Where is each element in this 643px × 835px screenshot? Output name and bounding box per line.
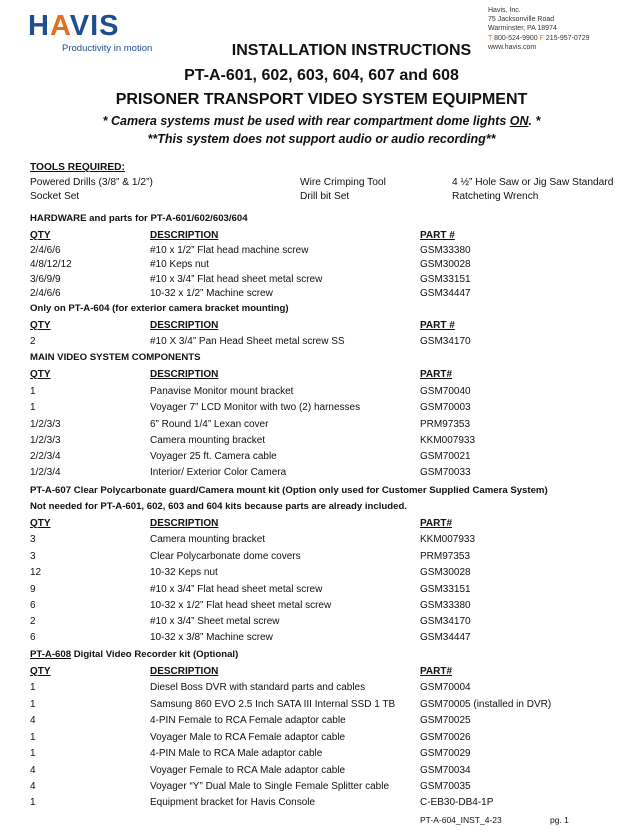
table-row: 2/2/3/4 Voyager 25 ft. Camera cable GSM70021	[30, 451, 471, 462]
table-row: 4 Voyager “Y” Dual Male to Single Female Splitter cable GSM70035	[30, 781, 471, 792]
tool-item: Powered Drills (3/8” & 1/2”)	[30, 177, 153, 188]
table-row: 1 Voyager 7” LCD Monitor with two (2) harnesses GSM70003	[30, 402, 471, 413]
tool-item: Wire Crimping Tool	[300, 177, 386, 188]
dome-light-note: * Camera systems must be used with rear compartment dome lights ON. *	[102, 114, 541, 128]
table-row: 1 Equipment bracket for Havis Console C-EB30-DB4-1P	[30, 797, 494, 808]
audio-note: **This system does not support audio or audio recording**	[147, 132, 496, 146]
street-address: 75 Jacksonville Road	[488, 16, 555, 24]
table-row: 1/2/3/3 6” Round 1/4” Lexan cover PRM97353	[30, 419, 471, 430]
company-name: Havis, Inc.	[488, 7, 521, 14]
table-row: 12 10-32 Keps nut GSM30028	[30, 567, 471, 578]
pta607-subheading: Not needed for PT-A-601, 602, 603 and 604 kits because parts are already included.	[30, 501, 407, 512]
tool-item: Socket Set	[30, 191, 80, 202]
pta608-heading: PT-A-608 Digital Video Recorder kit (Optional)	[30, 649, 239, 660]
system-title: PRISONER TRANSPORT VIDEO SYSTEM EQUIPMENT	[115, 91, 528, 108]
main-components-heading: MAIN VIDEO SYSTEM COMPONENTS	[30, 352, 201, 363]
table-row: 4 4-PIN Female to RCA Female adaptor cable GSM70025	[30, 715, 471, 726]
tool-item: 4 ½” Hole Saw or Jig Saw Standard	[452, 177, 614, 188]
table-header: QTY DESCRIPTION PART#	[30, 369, 453, 380]
table-row: 3/6/9/9 #10 x 3/4” Flat head sheet metal screw GSM33151	[30, 274, 471, 285]
table-header: QTY DESCRIPTION PART#	[30, 518, 453, 529]
logo-tagline: Productivity in motion	[62, 43, 153, 54]
hardware-heading: HARDWARE and parts for PT-A-601/602/603/604	[30, 213, 248, 224]
tools-heading: TOOLS REQUIRED:	[30, 162, 125, 173]
table-row: 2 #10 X 3/4” Pan Head Sheet metal screw SS GSM34170	[30, 336, 471, 347]
table-row: 2/4/6/6 #10 x 1/2” Flat head machine screw GSM33380	[30, 245, 471, 256]
table-row: 9 #10 x 3/4” Flat head sheet metal screw GSM33151	[30, 584, 471, 595]
table-row: 4 Voyager Female to RCA Male adaptor cable GSM70034	[30, 765, 471, 776]
table-header: QTY DESCRIPTION PART#	[30, 666, 453, 677]
phone-fax: T 800-524-9900 F 215-957-0729	[488, 34, 590, 42]
table-row: 2 #10 x 3/4” Sheet metal screw GSM34170	[30, 616, 471, 627]
page-number: pg. 1	[550, 815, 569, 825]
table-header: QTY DESCRIPTION PART #	[30, 230, 455, 241]
tool-item: Ratcheting Wrench	[452, 191, 539, 202]
city-state-zip: Warminster, PA 18974	[488, 25, 557, 33]
table-row: 6 10-32 x 1/2” Flat head sheet metal screw GSM33380	[30, 600, 471, 611]
model-list: PT-A-601, 602, 603, 604, 607 and 608	[184, 67, 459, 84]
table-row: 6 10-32 x 3/8” Machine screw GSM34447	[30, 632, 471, 643]
table-row: 1 Samsung 860 EVO 2.5 Inch SATA III Internal SSD 1 TB GSM70005 (installed in DVR)	[30, 699, 552, 710]
pta604-heading: Only on PT-A-604 (for exterior camera bracket mounting)	[30, 303, 289, 314]
tool-item: Drill bit Set	[300, 191, 350, 202]
doc-id: PT-A-604_INST_4-23	[420, 815, 502, 825]
table-row: 1 Voyager Male to RCA Female adaptor cable GSM70026	[30, 732, 471, 743]
table-row: 3 Camera mounting bracket KKM007933	[30, 534, 476, 545]
pta607-heading: PT-A-607 Clear Polycarbonate guard/Camera mount kit (Option only used for Customer Supplied Camera System)	[30, 485, 548, 496]
table-row: 2/4/6/6 10-32 x 1/2” Machine screw GSM34447	[30, 288, 471, 299]
table-header: QTY DESCRIPTION PART #	[30, 320, 455, 331]
table-row: 1/2/3/4 Interior/ Exterior Color Camera GSM70033	[30, 467, 471, 478]
table-row: 1 Diesel Boss DVR with standard parts and cables GSM70004	[30, 682, 471, 693]
table-row: 1 4-PIN Male to RCA Male adaptor cable GSM70029	[30, 748, 471, 759]
logo-wordmark: HAVIS	[28, 10, 120, 42]
table-row: 1/2/3/3 Camera mounting bracket KKM007933	[30, 435, 476, 446]
table-row: 1 Panavise Monitor mount bracket GSM70040	[30, 386, 471, 397]
table-row: 3 Clear Polycarbonate dome covers PRM97353	[30, 551, 471, 562]
website: www.havis.com	[488, 43, 537, 51]
doc-title: INSTALLATION INSTRUCTIONS	[231, 42, 472, 59]
table-row: 4/8/12/12 #10 Keps nut GSM30028	[30, 259, 471, 270]
